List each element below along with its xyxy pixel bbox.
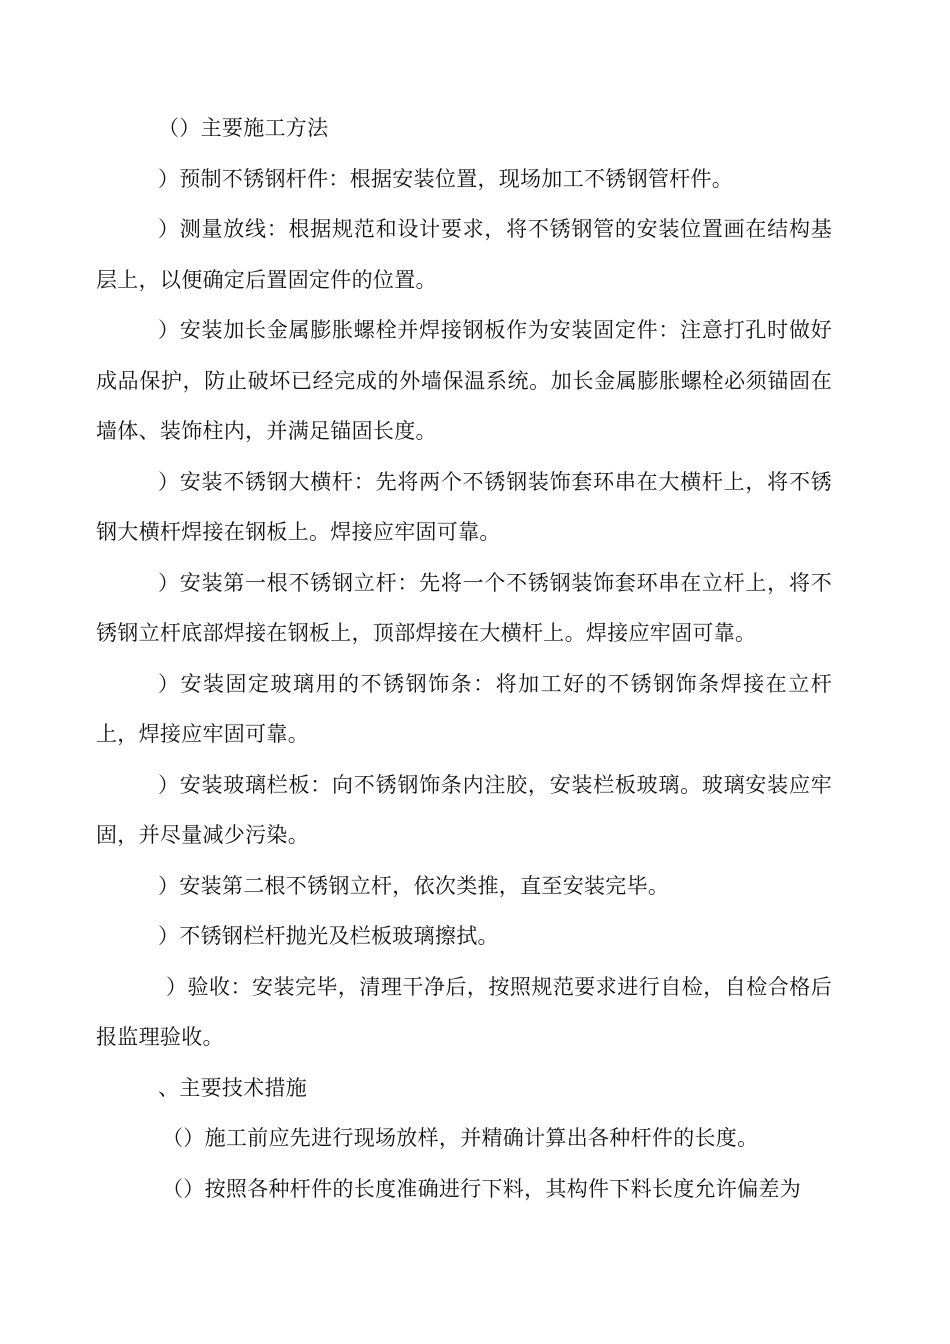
paragraph-step-glass-trim: ）安装固定玻璃用的不锈钢饰条：将加工好的不锈钢饰条焊接在立杆上，焊接应牢固可靠。 [96,671,832,746]
section-heading-technical-measures: 、主要技术措施 [158,1075,308,1100]
paragraph-measure-cutting: （）按照各种杆件的长度准确进行下料，其构件下料长度允许偏差为 [162,1176,801,1201]
paragraph-measure-layout: （）施工前应先进行现场放样，并精确计算出各种杆件的长度。 [162,1126,759,1150]
paragraph-step-prefabricate: ）预制不锈钢杆件：根据安装位置，现场加工不锈钢管杆件。 [158,166,734,191]
paragraph-step-glass-panel: ）安装玻璃栏板：向不锈钢饰条内注胶，安装栏板玻璃。玻璃安装应牢固，并尽量减少污染。 [96,772,832,847]
paragraph-step-polish: ）不锈钢栏杆抛光及栏板玻璃擦拭。 [158,924,499,948]
paragraph-step-horizontal-rail: ）安装不锈钢大横杆：先将两个不锈钢装饰套环串在大横杆上，将不锈钢大横杆焊接在钢板上。焊接应牢固可靠。 [96,469,832,544]
document-body [96,103,832,1214]
paragraph-step-survey: ）测量放线：根据规范和设计要求，将不锈钢管的安装位置画在结构基层上，以便确定后置固定件的位置。 [96,217,832,292]
paragraph-step-anchor-bolts: ）安装加长金属膨胀螺栓并焊接钢板作为安装固定件：注意打孔时做好成品保护，防止破坏已经完成的外墙保温系统。加长金属膨胀螺栓必须锚固在墙体、装饰柱内，并满足锚固长度。 [96,318,832,443]
paragraph-step-first-post: ）安装第一根不锈钢立杆：先将一个不锈钢装饰套环串在立杆上，将不锈钢立杆底部焊接在钢板上，顶部焊接在大横杆上。焊接应牢固可靠。 [96,570,832,645]
paragraph-step-second-post: ）安装第二根不锈钢立杆，依次类推，直至安装完毕。 [158,873,670,898]
section-heading-construction-methods: （）主要施工方法 [158,116,329,140]
paragraph-step-acceptance: ）验收：安装完毕，清理干净后，按照规范要求进行自检，自检合格后报监理验收。 [96,974,832,1049]
